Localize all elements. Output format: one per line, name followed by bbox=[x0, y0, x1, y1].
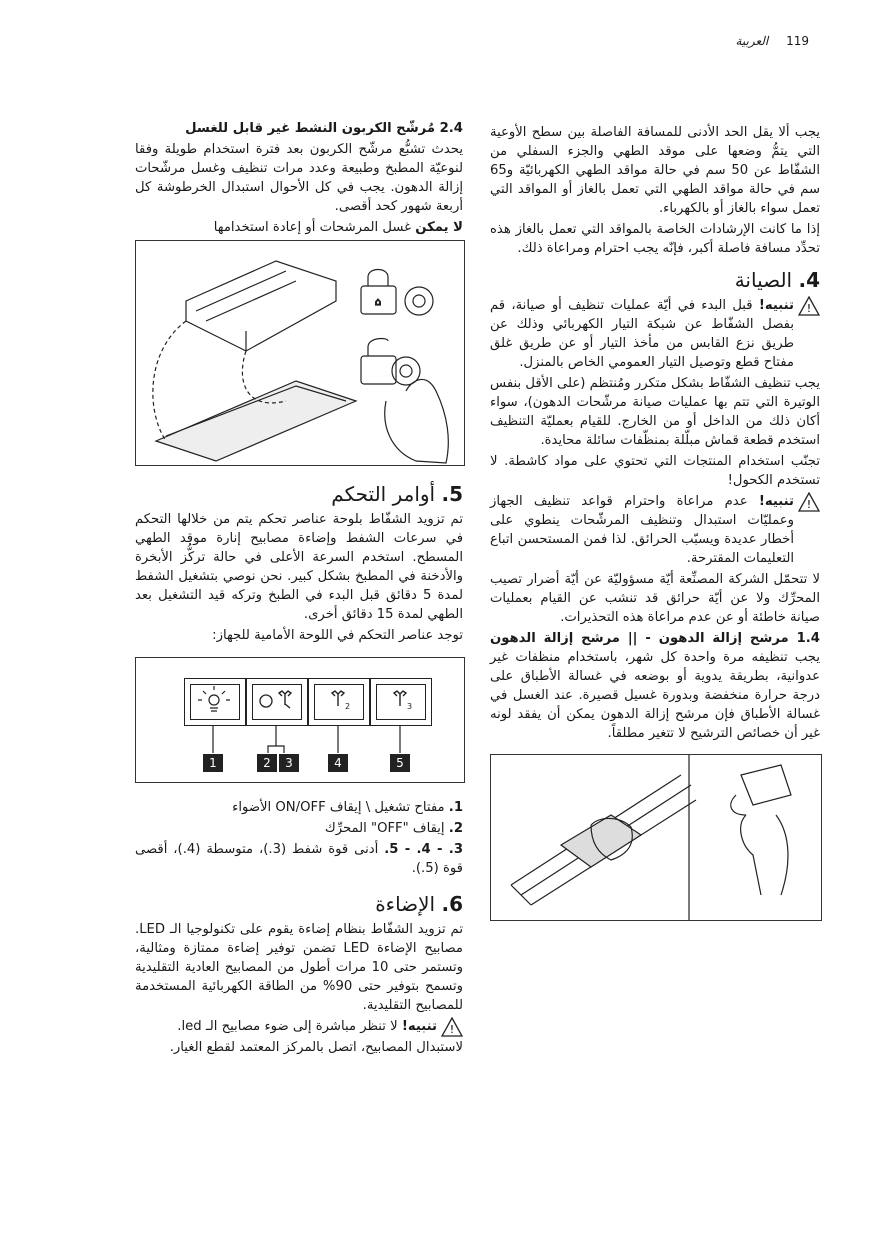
svg-text:!: ! bbox=[449, 1023, 455, 1036]
carbon-filter-figure bbox=[135, 240, 465, 466]
warning-icon bbox=[798, 492, 820, 512]
gas-instructions-paragraph: إذا ما كانت الإرشادات الخاصة بالمواقد التي تعمل بالغاز هذه تحدِّد مسافة فاصلة أكبر، فإنّه يجب احترام ومراعاة ذلك. bbox=[490, 222, 820, 256]
warning-icon bbox=[798, 296, 820, 316]
controls-list-section bbox=[135, 798, 463, 1059]
warning-block: ! تنبيه! لا تنظر مباشرة إلى ضوء مصابيح الـ led. bbox=[135, 1017, 463, 1038]
lighting-heading: 6. الإضاءة bbox=[375, 892, 463, 916]
carbon-filter-title: 2.4 مُرشّح الكربون النشط غير قابل للغسل bbox=[185, 121, 463, 136]
lighting-paragraph: تم تزويد الشفّاط بنظام إضاءة يقوم على تكنولوجيا الـ LED. مصابيح الإضاءة LED تضمن توفير إضاءة ممتازة ومثالية، وتستمر حتى 10 مرات أطول من المصابيح العادية التقليدية وتسمح بتوفير حتى 90% من الطاقة الكهربائية المستخدمة للمصابيح التقليدية. bbox=[135, 922, 463, 1013]
carbon-filter-note: لا يمكن غسل المرشحات أو إعادة استخدامها bbox=[213, 220, 463, 235]
callout-label: 5 bbox=[390, 754, 410, 772]
grease-filter-section: 1.4 مرشح إزالة الدهون - || مرشح إزالة الدهون يجب تنظيفه مرة واحدة كل شهر، باستخدام منظفات غير عدوانية، بطريقة يدوية أو بوضعه في غسالة الأطباق على درجة حرارة منخفضة وبدورة غسيل قصيرة. عند الغسل في غسالة الأطباق فإن مرشح إزالة الدهون يمكن أن يفقد لونه غير أن خصائص الترشيح لا تتغير مطلقاً. bbox=[490, 631, 820, 741]
abrasive-paragraph: تجنّب استخدام المنتجات التي تحتوي على مواد كاشطة. لا تستخدم الكحول! bbox=[490, 454, 820, 488]
carbon-filter-text: يحدث تشبُّع مرشّح الكربون بعد فترة استخدام طويلة وفقا لنوعيّة المطبخ وطبيعة وعدد مرات تنظيف وغسل مرشّحات إزالة الدهون. يجب في كل الأحوال استبدال الخرطوشة كل أربعة شهور كحد أقصى. bbox=[135, 142, 463, 214]
callout-label: 4 bbox=[328, 754, 348, 772]
page-header bbox=[735, 34, 819, 48]
control-panel-figure bbox=[135, 657, 465, 783]
svg-text:!: ! bbox=[806, 302, 812, 315]
warning-block: ! تنبيه! عدم مراعاة واحترام قواعد تنظيف الجهاز وعمليّات استبدال وتنظيف المرشّحات ينطوي على أخطار عديدة ويسبّب الحرائق. لذا فمن المستحسن اتباع التعليمات المقترحة. bbox=[490, 492, 820, 570]
warning-block: ! تنبيه! قبل البدء في أيّة عمليات تنظيف أو صيانة، قم بفصل الشفّاط عن شبكة التيار الكهربائي وذلك عن طريق نزع القابس من مأخذ التيار أو عن طريق غلق مفتاح قطع وتوصيل التيار العمومي الخاص بالمنزل. bbox=[490, 296, 820, 374]
cleaning-paragraph: يجب تنظيف الشفّاط بشكل متكرر ومُنتظم (على الأقل بنفس الوتيرة التي تتم بها عمليات صيانة مرشّحات الدهون)، سواء أكان ذلك من الداخل أو من الخارج. للقيام بعمليّة التنظيف استخدم قطعة قماش مبلّلة بمنظّفات سائلة محايدة. bbox=[490, 376, 820, 448]
svg-text:3: 3 bbox=[407, 702, 413, 711]
callout-label: 1 bbox=[203, 754, 223, 772]
distance-paragraph: يجب ألا يقل الحد الأدنى للمسافة الفاصلة بين سطح الأوعية التي يتمُّ وضعها على موقد الطهي والجزء السفلي من الشفّاط عن 50 سم في حالة مواقد الطهي الكهربائيّة و65 سم في حالة مواقد الطهي التي تعمل بالغاز أو المواقد التي تعمل سواء بالغاز أو بالكهرباء. bbox=[490, 125, 820, 216]
controls-section bbox=[135, 478, 463, 647]
maintenance-heading: 4. الصيانة bbox=[734, 268, 820, 292]
list-item: 3. - 4. - 5. أدنى قوة شفط (3.)، متوسطة (4.)، أقصى قوة (5.). bbox=[135, 842, 463, 876]
callout-label: 2 bbox=[257, 754, 277, 772]
replace-lamps-paragraph: لاستبدال المصابيح، اتصل بالمركز المعتمد لقطع الغيار. bbox=[169, 1040, 463, 1055]
controls-list bbox=[135, 798, 463, 878]
carbon-filter-illustration bbox=[136, 241, 464, 465]
svg-text:⌂: ⌂ bbox=[374, 297, 382, 308]
warning-icon bbox=[441, 1017, 463, 1037]
controls-location-paragraph: توجد عناصر التحكم في اللوحة الأمامية للجهاز: bbox=[212, 628, 463, 643]
svg-text:2: 2 bbox=[345, 702, 351, 711]
controls-paragraph: تم تزويد الشفّاط بلوحة عناصر تحكم يتم من خلالها التحكم في سرعات الشفط وإضاءة مصابيح إنارة موقد الطهي المسطح. استخدم السرعة الأعلى في حالة تركُّز الأبخرة والأدخنة في المطبخ بشكل كبير. نحن نوصي بتشغيل الشفط لمدة 5 دقائق قبل البدء في الطبخ وتركه قيد التشغيل بعد الطهي لمدة 15 دقائق أخرى. bbox=[135, 512, 463, 622]
list-item: 1. مفتاح تشغيل \ إيقاف ON/OFF الأضواء bbox=[232, 800, 463, 815]
liability-paragraph: لا تتحمّل الشركة المصنِّعة أيّة مسؤوليّة عن أيّة أضرار تصيب المحرِّك ولا عن أيّة حرائق قد تنشب عن القيام بعمليات صيانة خاطئة أو عن عدم مراعاة هذه التحذيرات. bbox=[490, 572, 820, 625]
controls-heading: 5. أوامر التحكم bbox=[331, 482, 463, 506]
callout-lines bbox=[136, 658, 464, 782]
callout-label: 3 bbox=[279, 754, 299, 772]
brand-name: العربية bbox=[735, 34, 769, 48]
page-number: 119 bbox=[786, 34, 809, 48]
left-column bbox=[135, 119, 463, 239]
svg-text:!: ! bbox=[806, 498, 812, 511]
grease-filter-figure bbox=[490, 754, 822, 921]
grease-filter-illustration bbox=[491, 755, 821, 920]
right-column bbox=[490, 123, 820, 745]
list-item: 2. إيقاف "OFF" المحرِّك bbox=[324, 821, 463, 836]
